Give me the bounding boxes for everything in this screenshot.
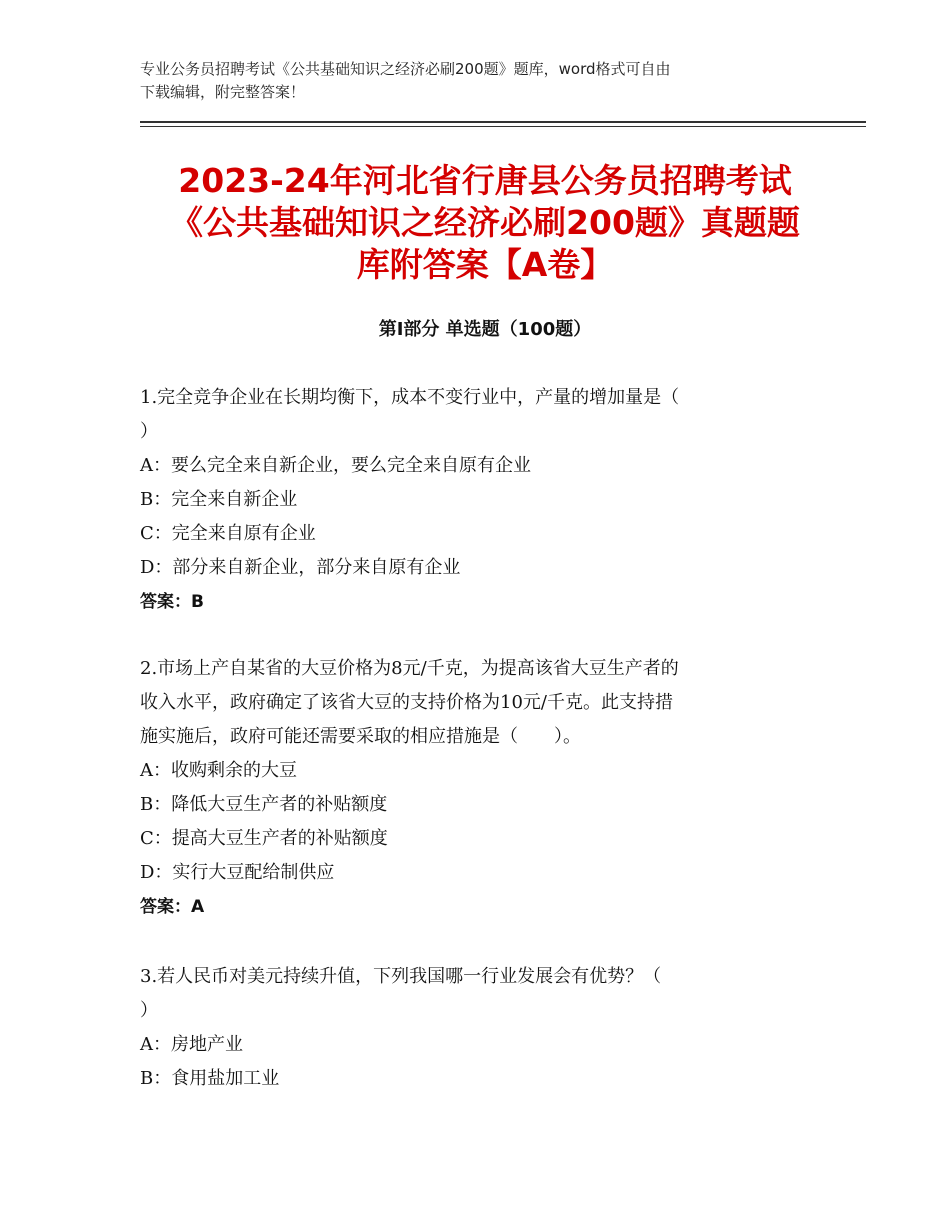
option-a: A：要么完全来自新企业，要么完全来自原有企业 — [140, 455, 531, 476]
question-text: 收入水平，政府确定了该省大豆的支持价格为10元/千克。此支持措 — [140, 692, 673, 713]
section-title: 第Ⅰ部分 单选题（100题） — [378, 319, 592, 340]
title-line: 《公共基础知识之经济必刷200题》真题题 — [170, 203, 800, 242]
question-text: 施实施后，政府可能还需要采取的相应措施是（ ）。 — [140, 726, 581, 747]
answer: 答案：A — [140, 897, 205, 917]
option-b: B：完全来自新企业 — [140, 489, 298, 510]
header-note-line: 下载编辑，附完整答案！ — [140, 83, 306, 101]
header-note — [140, 58, 820, 104]
question-2 — [140, 652, 810, 924]
question-text: ） — [140, 1000, 158, 1021]
question-3 — [140, 960, 810, 1096]
option-a: A：收购剩余的大豆 — [140, 760, 297, 781]
question-text: 3.若人民币对美元持续升值，下列我国哪一行业发展会有优势？（ — [140, 966, 662, 987]
title-line: 库附答案【A卷】 — [356, 245, 614, 284]
option-c: C：提高大豆生产者的补贴额度 — [140, 828, 388, 849]
option-d: D：部分来自新企业，部分来自原有企业 — [140, 557, 461, 578]
document-title — [120, 160, 850, 286]
option-d: D：实行大豆配给制供应 — [140, 862, 335, 883]
question-text: 1.完全竞争企业在长期均衡下，成本不变行业中，产量的增加量是（ — [140, 387, 680, 408]
header-note-line: 专业公务员招聘考试《公共基础知识之经济必刷200题》题库，word格式可自由 — [140, 60, 671, 78]
answer: 答案：B — [140, 592, 204, 612]
option-b: B：食用盐加工业 — [140, 1068, 280, 1089]
title-line: 2023-24年河北省行唐县公务员招聘考试 — [178, 161, 792, 200]
question-text: 2.市场上产自某省的大豆价格为8元/千克，为提高该省大豆生产者的 — [140, 658, 679, 679]
header-divider — [140, 121, 866, 123]
option-b: B：降低大豆生产者的补贴额度 — [140, 794, 388, 815]
option-a: A：房地产业 — [140, 1034, 243, 1055]
question-1 — [140, 381, 810, 619]
option-c: C：完全来自原有企业 — [140, 523, 316, 544]
question-text: ） — [140, 421, 158, 442]
header-divider-thin — [140, 126, 866, 127]
